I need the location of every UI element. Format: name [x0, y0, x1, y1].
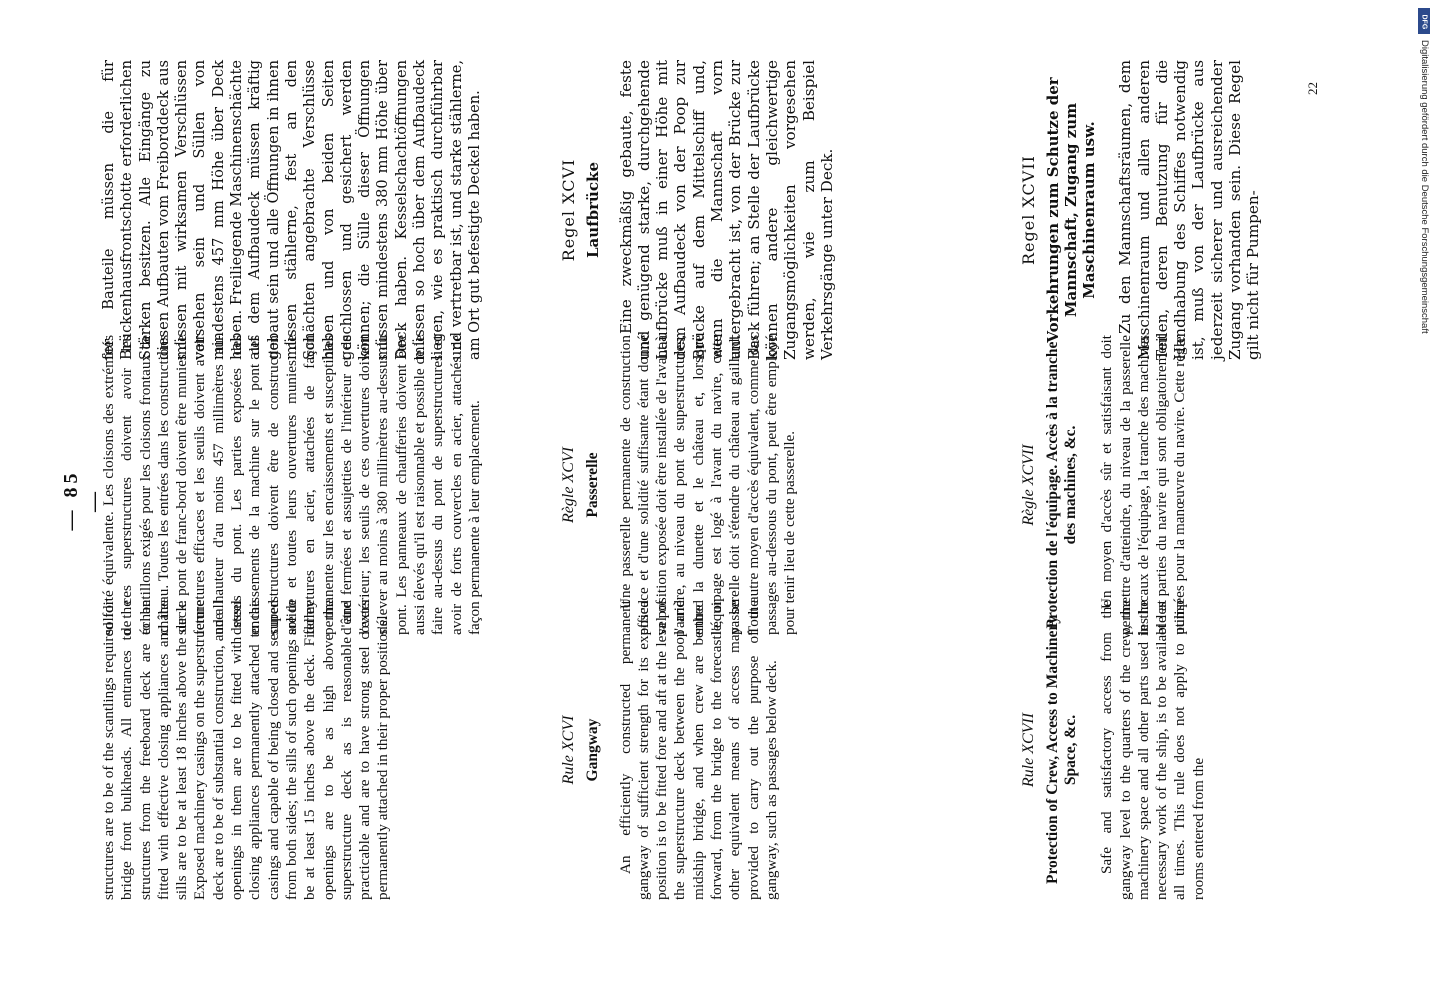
english-top-text: structures are to be of the scantlings required for bridge front bulkheads. All entrances to the structures from the freeboard deck are to be fitted with effective closing appliances and the sills are to be at least 18 inches above the deck. Exposed machinery casings on the superstructure deck are to be of substantial construction, and all openings in them are to be fitted with steel closing appliances permanently attached to the casings and capable of being closed and secured from both sides; the sills of such openings are to be at least 15 inches above the deck. Fiddley openings are to be as high above the superstructure deck as is reasonable and practicable and are to have strong steel covers permanently attached in their proper positions. [100, 600, 392, 900]
french-top-text: solidité équivalente. Les cloisons des extrémités de ces superstructures doivent avoir les échantillons exigés pour les cloisons frontaux de château. Toutes les entrées dans les constructions sur le pont de franc-bord doivent être munies de fermetures efficaces et les seuils doivent avoir une hauteur d'au moins 457 millimètres au-dessus du pont. Les parties exposées des encaissements de la machine sur le pont des superstructures doivent être de construction solide et toutes leurs ouvertures munies de fermetures en acier, attachées de façon permanente sur les encaissements et susceptibles d'être fermées et assujetties de l'intérieur et de l'extérieur; les seuils de ces ouvertures doivent s'élever au moins à 380 millimètres au-dessus du pont. Les panneaux de chaufferies doivent être aussi élevés qu'il est raisonnable et possible de le faire au-dessus du pont de superstructures et avoir de forts couvercles en acier, attachés de façon permanente à leur emplacement. [100, 335, 483, 635]
rule-96-english-heading: Rule XCVI [560, 715, 577, 785]
footer-signature-number: 22 [1305, 82, 1320, 95]
rule-97-german-heading: Regel XCVII [1019, 155, 1038, 265]
dfg-credit [1416, 40, 1430, 410]
rule-97-french-heading: Règle XCVII [1020, 444, 1037, 526]
german-top-text: fer Bauteile müssen die für Brückenhausfrontschotte erforderlichen Stärken besitzen. Alle Eingänge zu diesen Aufbauten vom Freiborddeck aus müssen mit wirksamen Verschlüssen versehen sein und Süllen von mindestens 457 mm Höhe über Deck haben. Freiliegende Maschinenschächte auf dem Aufbaudeck müssen kräftig gebaut sein und alle Öffnungen in ihnen müssen stählerne, fest an den Schächten angebrachte Verschlüsse haben und von beiden Seiten geschlossen und gesichert werden können; die Sülle dieser Öffnungen müssen mindestens 380 mm Höhe über Deck haben. Kesselschachtöffnungen müssen so hoch über dem Aufbaudeck liegen, wie es praktisch durchführbar und vertretbar ist, und starke stählerne, am Ort gut befestigte Deckel haben. [100, 60, 483, 360]
rule-96-german-text: Eine zweckmäßig gebaute, feste und genügend starke, durchgehende Laufbrücke muß in einer Höhe mit dem Aufbaudeck von der Poop zur Brücke auf dem Mittelschiff und, wenn die Mannschaft vorn untergebracht ist, von der Brücke zur Back führen; an Stelle der Laufbrücke können andere gleichwertige Zugangsmöglichkeiten vorgesehen werden, wie zum Beispiel Verkehrsgänge unter Deck. [616, 60, 836, 360]
rule-97-german-text: Zu den Mannschaftsräumen, dem Maschinenraum und allen anderen Teilen, deren Benutzung für die Handhabung des Schiffes notwendig ist, muß von der Laufbrücke aus jederzeit sicherer und ausreichender Zugang vorhanden sein. Diese Regel gilt nicht für Pumpen- [1116, 60, 1263, 360]
rule-97-french-text: Un moyen d'accès sûr et satisfaisant doit permettre d'atteindre, du niveau de la passerelle les locaux de l'équipage, la tranche des machines et les parties du navire qui sont obligatoirement utilisées pour la manœuvre du navire. Cette règle [1098, 335, 1189, 635]
rule-96-english [560, 600, 781, 900]
rule-97-german [1020, 60, 1263, 360]
rule-96-french-text: Une passerelle permanente de construction efficace et d'une solidité suffisante étant donné sa position exposée doit être installée de l'avant à l'arrière, au niveau du pont de superstructures, entre la dunette et le château et, lorsque l'équipage est logé à l'avant du navire, cette passerelle doit s'étendre du château au gaillard. Tout autre moyen d'accès équivalent, comme des passages au-dessous du pont, peut être employé pour tenir lieu de cette passerelle. [616, 335, 799, 635]
rule-97-english-heading: Rule XCVII [1020, 712, 1037, 788]
rule-96-english-title: Gangway [584, 718, 602, 782]
rule-96-french-title: Passerelle [584, 452, 602, 518]
dfg-credit-text: Digitalisierung gefördert durch die Deutsche Forschungsgemeinschaft [1419, 40, 1430, 334]
rule-97-french-title: Protection de l'équipage. Accès à la tranche des machines, &c. [1044, 341, 1080, 629]
german-column-top [100, 60, 484, 360]
rule-96-german [560, 60, 836, 360]
rule-96-german-heading: Regel XCVI [559, 158, 578, 262]
french-column-top [100, 335, 484, 635]
english-column-top [100, 600, 393, 900]
rule-97-english-text: Safe and satisfactory access from the gangway level to the quarters of the crew, the machinery space and all other parts used in the necessary work of the ship, is to be available at all times. This rule does not apply to pump rooms entered from the [1098, 600, 1207, 900]
dfg-logo [1418, 8, 1430, 34]
rule-97-french [1020, 335, 1190, 635]
rule-97-english-title: Protection of Crew, Access to Machinery Space, &c. [1044, 615, 1080, 885]
rule-96-german-title: Laufbrücke [584, 162, 603, 258]
page-number: — 85 — [60, 469, 105, 531]
rule-96-french-heading: Règle XCVI [560, 447, 577, 523]
rule-97-german-title: Vorkehrungen zum Schutze der Mannschaft, Zugang zum Maschinenraum usw. [1044, 77, 1099, 343]
dfg-logo-text: DFG [1420, 14, 1428, 30]
rule-96-english-text: An efficiently constructed permanent gangway of sufficient strength for its exposed position is to be fitted fore and aft at the level of the superstructure deck between the poop and midship bridge, and when crew are berthed forward, from the bridge to the forecastle, or other equivalent means of access may be provided to carry out the purpose of the gangway, such as passages below deck. [616, 600, 780, 900]
rule-97-english [1020, 600, 1208, 900]
rule-96-french [560, 335, 800, 635]
